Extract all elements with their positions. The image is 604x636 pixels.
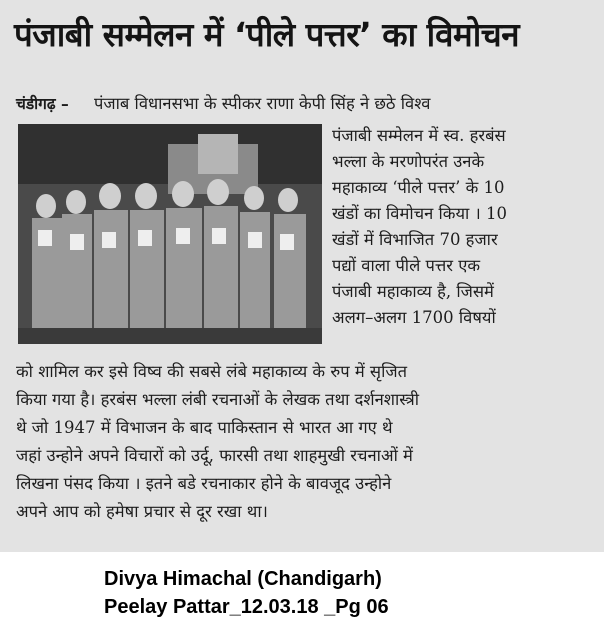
article-line: अलग–अलग 1700 विषयों (332, 308, 496, 327)
article-line: पंजाबी महाकाव्य है, जिसमें (332, 282, 494, 301)
article-line: पंजाबी सम्मेलन में स्व. हरबंस (332, 126, 506, 145)
edition-caption: Peelay Pattar_12.03.18 _Pg 06 (104, 596, 389, 618)
article-line: थे जो 1947 में विभाजन के बाद पाकिस्तान से भारत आ गए थे (16, 418, 393, 437)
event-photo (18, 124, 322, 344)
source-caption: Divya Himachal (Chandigarh) (104, 568, 382, 590)
article-line: लिखना पंसद किया । इतने बडे रचनाकार होने के बावजूद उन्होने (16, 474, 392, 493)
article-line: खंडों का विमोचन किया । 10 (332, 204, 508, 223)
article-line: अपने आप को हमेषा प्रचार से दूर रखा था। (16, 502, 268, 521)
article-dateline: चंडीगढ़ – (16, 95, 69, 113)
article-headline: पंजाबी सम्मेलन में ‘पीले पत्तर’ का विमोचन (14, 15, 520, 54)
article-line: को शामिल कर इसे विष्व की सबसे लंबे महाकाव्य के रुप में सृजित (16, 362, 408, 381)
article-line: किया गया है। हरबंस भल्ला लंबी रचनाओं के लेखक तथा दर्शनशास्त्री (16, 390, 420, 409)
article-line: महाकाव्य ‘पीले पत्तर’ के 10 (332, 178, 505, 197)
article-line: खंडों में विभाजित 70 हजार (332, 230, 498, 249)
article-line: पद्यों वाला पीले पत्तर एक (332, 256, 481, 275)
article-line: भल्ला के मरणोपरंत उनके (332, 152, 485, 171)
article-line: पंजाब विधानसभा के स्पीकर राणा केपी सिंह ने छठे विश्व (94, 94, 431, 113)
article-line: जहां उन्होने अपने विचारों को उर्दू, फारसी तथा शाहमुखी रचनाओं में (16, 446, 413, 465)
